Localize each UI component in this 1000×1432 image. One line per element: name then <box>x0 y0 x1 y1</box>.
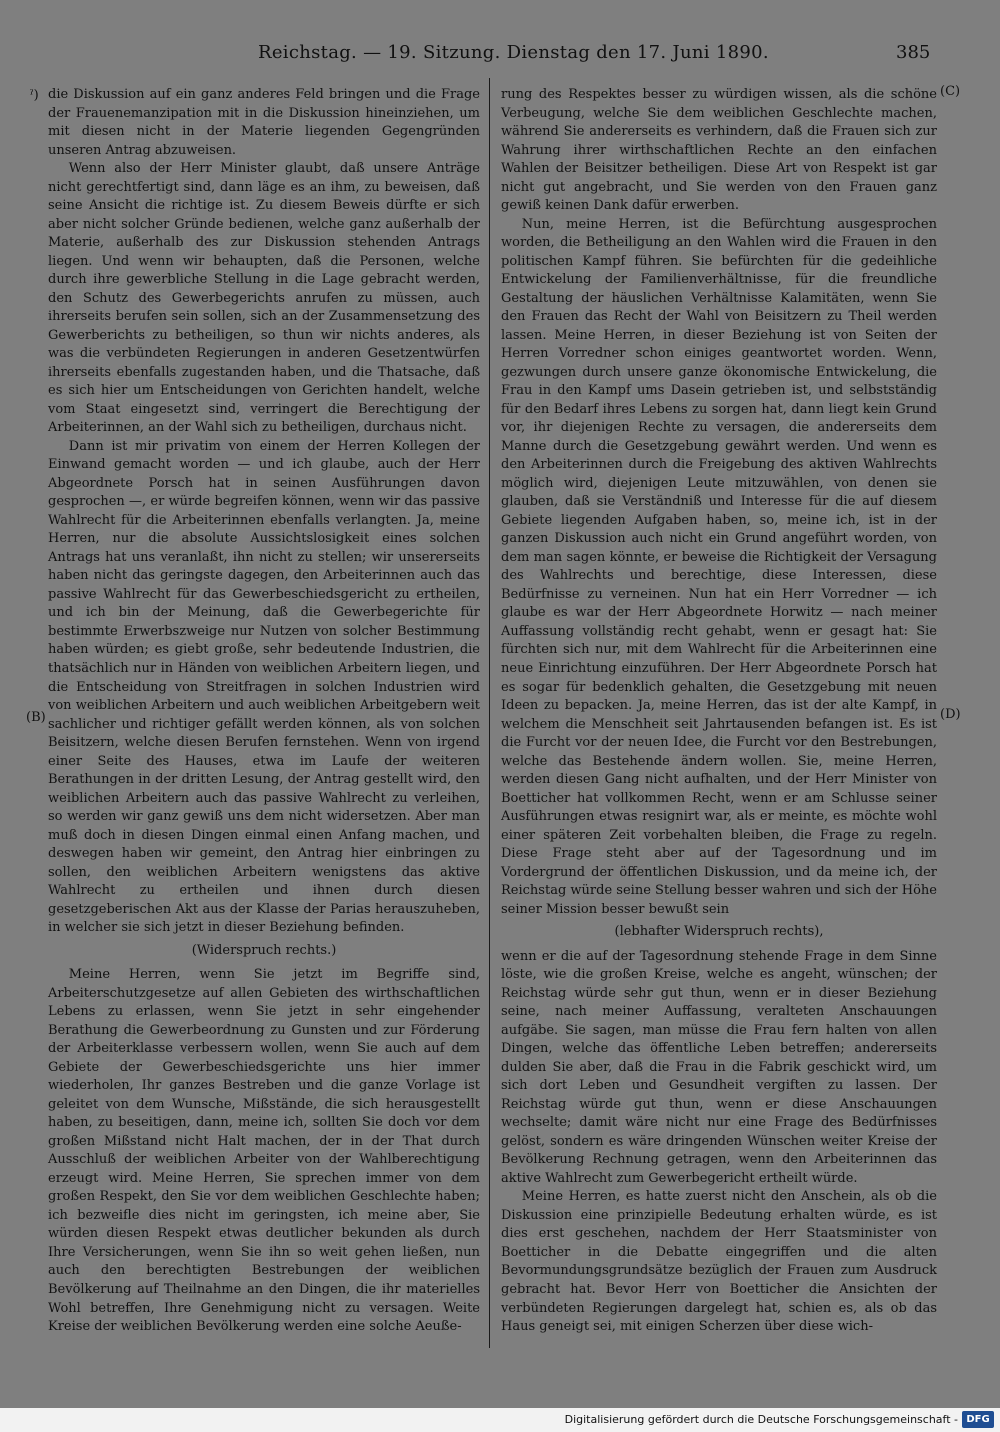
paragraph: Meine Herren, es hatte zuerst nicht den Anschein, als ob die Diskussion eine prinzipielle Bedeutung erhalten würde, es ist dies erst geschehen, nachdem der Herr Staatsminister von Boetticher in die Debatte eingegriffen und die alten Bevormundungsgrundsätze bezüglich der Frauen zum Ausdruck gebracht hat. Bevor Herr von Boetticher die Ansichten der verbündeten Regierungen dargelegt hat, schien es, als ob das Haus geneigt sei, mit einigen Scherzen über diese wich- <box>501 1189 937 1335</box>
dfg-logo-icon: DFG <box>962 1411 994 1428</box>
footer-credit: Digitalisierung gefördert durch die Deutsche Forschungsgemeinschaft - <box>564 1413 958 1426</box>
paragraph: Dann ist mir privatim von einem der Herren Kollegen der Einwand gemacht worden — und ich glaube, auch der Herr Abgeordnete Porsch hat in seinen Ausführungen davon gesprochen —, er würde begreifen können, wenn wir das passive Wahlrecht für die Arbeiterinnen ebenfalls verlangten. Ja, meine Herren, nur die absolute Aussichtslosigkeit eines solchen Antrags hat uns veranlaßt, ihn nicht zu stellen; wir unsererseits haben nicht das geringste dagegen, den Arbeiterinnen auch das passive Wahlrecht für das Gewerbeschiedsgericht zu ertheilen, und ich bin der Meinung, daß die Gewerbegerichte für bestimmte Erwerbszweige nur Nutzen von solcher Bestimmung haben würden; es giebt große, sehr bedeutende Industrien, die thatsächlich nur in Händen von weiblichen Arbeitern liegen, und die Entscheidung von Streitfragen in solchen Industrien wird von weiblichen Arbeitern und auch weiblichen Arbeitgebern weit sachlicher und richtiger gefällt werden können, als von solchen Beisitzern, welche diesen Berufen fernstehen. Wenn von irgend einer Seite des Hauses, etwa im Laufe der weiteren Berathungen in der dritten Lesung, der Antrag gestellt wird, den weiblichen Arbeitern auch das passive Wahlrecht zu verleihen, so werden wir ganz gewiß uns dem nicht widersetzen. Aber man muß doch in diesen Dingen einmal einen Anfang machen, und deswegen haben wir gemeint, den Antrag hier einbringen zu sollen, den weiblichen Arbeitern wenigstens das aktive Wahlrecht zu ertheilen und ihnen durch diesen gesetzgeberischen Akt aus der Klasse der Parias herauszuheben, in welcher sie sich jetzt in dieser Beziehung befinden. <box>48 438 480 936</box>
right-column <box>501 86 937 1337</box>
paragraph: Wenn also der Herr Minister glaubt, daß unsere Anträge nicht gerechtfertigt sind, dann läge es an ihm, zu beweisen, daß seine Ansicht die richtige ist. Zu diesem Beweis dürfte er sich aber nicht solcher Gründe bedienen, welche ganz außerhalb der Materie, außerhalb des zur Diskussion stehenden Antrags liegen. Und wenn wir behaupten, daß die Personen, welche durch ihre gewerbliche Stellung in die Lage gebracht werden, den Schutz des Gewerbegerichts anrufen zu müssen, auch ihrerseits berufen sein sollen, sich an der Zusammensetzung des Gewerberichts zu betheiligen, so thun wir nichts anderes, als was die verbündeten Regierungen in anderen Gesetzentwürfen ihrerseits ebenfalls zugestanden haben, und die Thatsache, daß es sich hier um Entscheidungen von Gerichten handelt, welche vom Staat eingesetzt sind, verringert die Berechtigung der Arbeiterinnen, an der Wahl sich zu betheiligen, durchaus nicht. <box>48 161 480 436</box>
margin-mark-d: (D) <box>940 707 961 722</box>
running-title: Reichstag. — 19. Sitzung. Dienstag den 17. Juni 1890. <box>258 42 769 63</box>
paragraph: die Diskussion auf ein ganz anderes Feld bringen und die Frage der Frauenemanzipation mit in die Diskussion hineinziehen, um mit diesen nicht in der Materie liegenden Gegengründen unseren Antrag abzuweisen. <box>48 87 480 158</box>
paragraph: wenn er die auf der Tagesordnung stehende Frage in dem Sinne löste, wie die großen Kreise, welche es angeht, wünschen; der Reichstag würde sehr gut thun, wenn er in dieser Beziehung seine, nach meiner Auffassung, veralteten Anschauungen aufgäbe. Sie sagen, man müsse die Frau fern halten von allen Dingen, welche das öffentliche Leben betreffen; andererseits dulden Sie aber, daß die Frau in die Fabrik geschickt wird, um sich dort Leben und Gesundheit vergiften zu lassen. Der Reichstag würde gut thun, wenn er diese Anschauungen wechselte; damit wäre nicht nur eine Frage des Bedürfnisses gelöst, sondern es wäre dringenden Wünschen weiter Kreise der Bevölkerung Rechnung getragen, wenn den Arbeiterinnen das aktive Wahlrecht zum Gewerbegericht ertheilt würde. <box>501 948 937 1186</box>
page-number: 385 <box>896 42 931 63</box>
margin-mark-top: ˀ) <box>30 88 39 103</box>
paragraph: Nun, meine Herren, ist die Befürchtung ausgesprochen worden, die Betheiligung an den Wahlen wird die Frauen in den politischen Kampf führen. Sie befürchten für die gedeihliche Entwickelung der Familienverhältnisse, für die freundliche Gestaltung der häuslichen Verhältnisse Kalamitäten, wenn Sie den Frauen das Recht der Wahl von Beisitzern zu Theil werden lassen. Meine Herren, in dieser Beziehung ist von Seiten der Herren Vorredner schon einiges geantwortet worden. Wenn, gezwungen durch unsere ganze ökonomische Entwickelung, die Frau in den Kampf ums Dasein getrieben ist, und selbstständig für den Bedarf ihres Lebens zu sorgen hat, dann liegt kein Grund vor, ihr diejenigen Rechte zu versagen, die andererseits dem Manne durch die Gesetzgebung gewährt werden. Und wenn es den Arbeiterinnen durch die Freigebung des aktiven Wahlrechts möglich wird, diejenigen Leute mitzuwählen, von denen sie glauben, daß sie Verständniß und Interesse für die auf diesem Gebiete liegenden Aufgaben haben, so, meine ich, ist in der ganzen Diskussion auch nicht ein Grund angeführt worden, von dem man sagen könnte, er beweise die Richtigkeit der Versagung des Wahlrechts und berechtige, diese Interessen, diese Bedürfnisse zu verneinen. Nun hat ein Herr Vorredner — ich glaube es war der Herr Abgeordnete Horwitz — nach meiner Auffassung vollständig recht gehabt, wenn er gesagt hat: Sie fürchten sich nur, mit dem Wahlrecht für die Arbeiterinnen eine neue Einrichtung einzuführen. Der Herr Abgeordnete Porsch hat es sogar für bedenklich gehalten, die Gesetzgebung mit neuen Ideen zu bepacken. Ja, meine Herren, das ist der alte Kampf, in welchem die Menschheit seit Jahrtausenden befangen ist. Es ist die Furcht vor der neuen Idee, die Furcht vor den Bestrebungen, welche das Bestehende ändern wollen. Sie, meine Herren, werden diesen Gang nicht aufhalten, und der Herr Minister von Boetticher hat vollkommen Recht, wenn er am Schlusse seiner Ausführungen etwas resignirt war, als er meinte, es möchte wohl einer späteren Zeit vorbehalten bleiben, die Frage zu regeln. Diese Frage steht aber auf der Tagesordnung und im Vordergrund der öffentlichen Diskussion, und da meine ich, der Reichstag würde seine Stellung besser wahren und sich der Höhe seiner Mission besser bewußt sein <box>501 216 937 917</box>
paragraph: rung des Respektes besser zu würdigen wissen, als die schöne Verbeugung, welche Sie dem weiblichen Geschlechte machen, während Sie andererseits es verhindern, daß die Frauen sich zur Wahrung ihrer wirthschaftlichen Rechte an den einfachen Wahlen der Beisitzer betheiligen. Diese Art von Respekt ist gar nicht gut angebracht, und Sie werden von den Frauen ganz gewiß keinen Dank dafür erwerben. <box>501 87 937 214</box>
margin-mark-b: (B) <box>26 710 46 725</box>
footer-bar <box>0 1408 1000 1432</box>
paragraph: Meine Herren, wenn Sie jetzt im Begriffe sind, Arbeiterschutzgesetze auf allen Gebieten des wirthschaftlichen Lebens zu erlassen, wenn Sie jetzt in sehr eingehender Berathung die Gewerbeordnung zu Gunsten und zur Förderung der Arbeiterklasse verbessern wollen, wenn Sie auch auf dem Gebiete der Gewerbeschiedsgerichte uns hier immer wiederholen, Ihr ganzes Bestreben und die ganze Vorlage ist geleitet von dem Wunsche, Mißstände, die sich herausgestellt haben, zu beseitigen, dann, meine ich, sollten Sie doch vor dem großen Mißstand nicht Halt machen, der in der That durch Ausschluß der weiblichen Arbeiter von der Wahlberechtigung erzeugt wird. Meine Herren, Sie sprechen immer von dem großen Respekt, den Sie vor dem weiblichen Geschlechte haben; ich bezweifle dies nicht im geringsten, ich meine aber, Sie würden diesen Respekt etwas deutlicher bekunden als durch Ihre Versicherungen, wenn Sie ihn so weit gehen ließen, nun auch den berechtigten Bestrebungen der weiblichen Bevölkerung auf Theilnahme an den Dingen, die ihr materielles Wohl betreffen, Ihre Genehmigung nicht zu versagen. Weite Kreise der weiblichen Bevölkerung werden eine solche Aeuße- <box>48 967 480 1335</box>
margin-mark-c: (C) <box>940 84 961 99</box>
interjection: (Widerspruch rechts.) <box>191 942 337 958</box>
column-divider <box>489 78 490 1348</box>
left-column <box>48 86 480 1337</box>
interjection: (lebhafter Widerspruch rechts), <box>614 924 824 940</box>
page-header <box>0 40 1000 70</box>
